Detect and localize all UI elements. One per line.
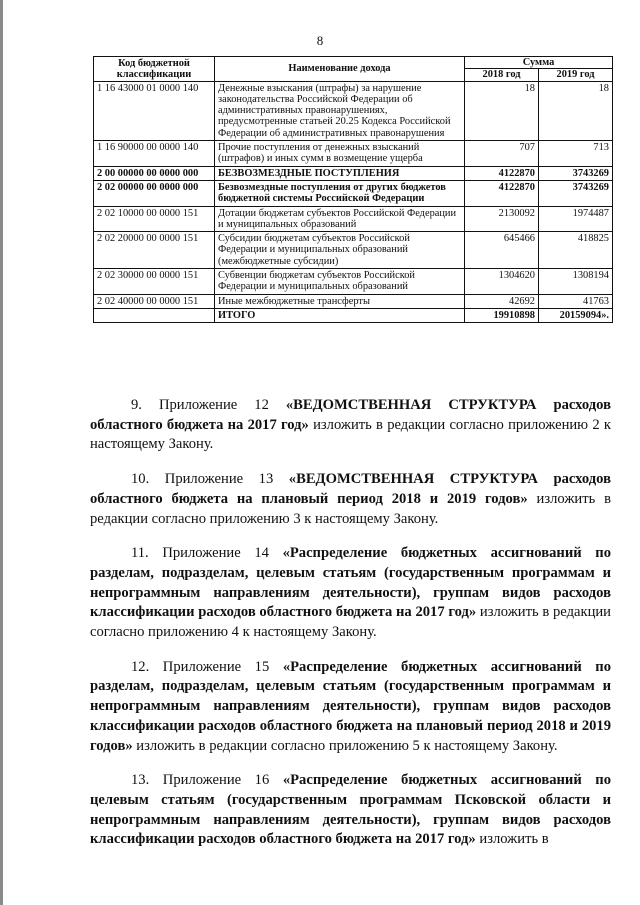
cell-name: Иные межбюджетные трансферты (215, 294, 465, 308)
cell-value-2018: 4122870 (465, 166, 539, 180)
header-name: Наименование дохода (215, 57, 465, 82)
paragraph-bold-text: «Распределение бюджетных ассигнований по разделам, подразделам, целевым статьям (государственным программам и непрограммным направлениям деятельности), группам видов расходов классификации расходов областного бюджета на 2017 год» (90, 545, 611, 621)
amendment-paragraphs (90, 396, 611, 850)
paragraph-text: изложить в (475, 831, 549, 848)
cell-value-2019: 418825 (539, 232, 613, 269)
paragraph-item-10 (90, 470, 611, 529)
header-sum: Сумма (465, 57, 613, 69)
table-row (94, 294, 613, 308)
table-row (94, 141, 613, 167)
scan-left-edge (0, 0, 3, 905)
paragraph-text: 10. Приложение 13 (131, 471, 289, 488)
cell-code: 2 02 00000 00 0000 000 (94, 180, 215, 206)
cell-value-2019: 18 (539, 81, 613, 140)
paragraph-bold-text: «ВЕДОМСТВЕННАЯ СТРУКТУРА расходов областного бюджета на плановый период 2018 и 2019 годов» (90, 471, 611, 507)
cell-name: Денежные взыскания (штрафы) за нарушение законодательства Российской Федерации об административных правонарушениях, предусмотренные статьей 20.25 Кодекса Российской Федерации об административных правонарушения (215, 81, 465, 140)
cell-name: Безвозмездные поступления от других бюджетов бюджетной системы Российской Федерации (215, 180, 465, 206)
cell-name: Прочие поступления от денежных взысканий (штрафов) и иных сумм в возмещение ущерба (215, 141, 465, 167)
paragraph-text: 13. Приложение 16 (131, 772, 283, 789)
cell-value-2019: 713 (539, 141, 613, 167)
cell-value-2018: 42692 (465, 294, 539, 308)
table-header-row (94, 57, 613, 69)
paragraph-text: изложить в редакции согласно приложению 2 к настоящему Закону. (90, 416, 611, 453)
cell-value-2018: 2130092 (465, 206, 539, 232)
cell-code: 2 02 10000 00 0000 151 (94, 206, 215, 232)
paragraph-bold-text: «Распределение бюджетных ассигнований по разделам, подразделам, целевым статьям (государственным программам и непрограммным направлениям деятельности), группам видов расходов классификации расходов областного бюджета на плановый период 2018 и 2019 годов» (90, 658, 612, 754)
cell-value-2019: 1974487 (539, 206, 613, 232)
page-number: 8 (316, 33, 324, 48)
cell-value-2019: 3743269 (539, 180, 613, 206)
cell-value-2018: 4122870 (465, 180, 539, 206)
paragraph-item-12 (90, 658, 611, 757)
paragraph-text: 12. Приложение 15 (131, 658, 283, 675)
cell-code: 2 02 20000 00 0000 151 (94, 232, 215, 269)
cell-value-2019: 1308194 (539, 269, 613, 295)
paragraph-text: 11. Приложение 14 (131, 545, 283, 562)
paragraph-text: изложить в редакции согласно приложению 3 к настоящему Закону. (90, 490, 611, 527)
paragraph-item-9 (90, 396, 611, 455)
revenue-table (93, 56, 613, 323)
table-row (94, 269, 613, 295)
cell-name: ИТОГО (215, 308, 465, 322)
paragraph-item-13 (90, 771, 611, 850)
table-row (94, 166, 613, 180)
table-row (94, 81, 613, 140)
cell-value-2018: 19910898 (465, 308, 539, 322)
cell-name: Субсидии бюджетам субъектов Российской Федерации и муниципальных образований (межбюджетные субсидии) (215, 232, 465, 269)
cell-code: 1 16 90000 00 0000 140 (94, 141, 215, 167)
paragraph-bold-text: «ВЕДОМСТВЕННАЯ СТРУКТУРА расходов областного бюджета на 2017 год» (90, 397, 611, 433)
table-row (94, 206, 613, 232)
cell-value-2018: 645466 (465, 232, 539, 269)
table-row (94, 308, 613, 322)
paragraph-item-11 (90, 544, 611, 643)
header-year-2019: 2019 год (539, 69, 613, 81)
cell-value-2019: 20159094». (539, 308, 613, 322)
cell-value-2018: 18 (465, 81, 539, 140)
table-row (94, 232, 613, 269)
cell-name: Дотации бюджетам субъектов Российской Федерации и муниципальных образований (215, 206, 465, 232)
header-code: Код бюджетной классификации (94, 57, 215, 82)
header-year-2018: 2018 год (465, 69, 539, 81)
cell-code: 2 02 30000 00 0000 151 (94, 269, 215, 295)
cell-value-2018: 707 (465, 141, 539, 167)
cell-code (94, 308, 215, 322)
cell-value-2018: 1304620 (465, 269, 539, 295)
cell-code: 1 16 43000 01 0000 140 (94, 81, 215, 140)
cell-name: БЕЗВОЗМЕЗДНЫЕ ПОСТУПЛЕНИЯ (215, 166, 465, 180)
cell-value-2019: 41763 (539, 294, 613, 308)
table-body (94, 81, 613, 323)
paragraph-bold-text: «Распределение бюджетных ассигнований по целевым статьям (государственным программам Псковской области и непрограммным направлениям деятельности), группам видов расходов классификации расходов областного бюджета на 2017 год» (90, 772, 612, 848)
cell-name: Субвенции бюджетам субъектов Российской Федерации и муниципальных образований (215, 269, 465, 295)
table-row (94, 180, 613, 206)
paragraph-text: изложить в редакции согласно приложению 5 к настоящему Закону. (132, 737, 558, 754)
cell-code: 2 00 00000 00 0000 000 (94, 166, 215, 180)
cell-value-2019: 3743269 (539, 166, 613, 180)
paragraph-text: изложить в редакции согласно приложению 4 к настоящему Закону. (90, 604, 611, 641)
paragraph-text: 9. Приложение 12 (131, 397, 286, 413)
cell-code: 2 02 40000 00 0000 151 (94, 294, 215, 308)
